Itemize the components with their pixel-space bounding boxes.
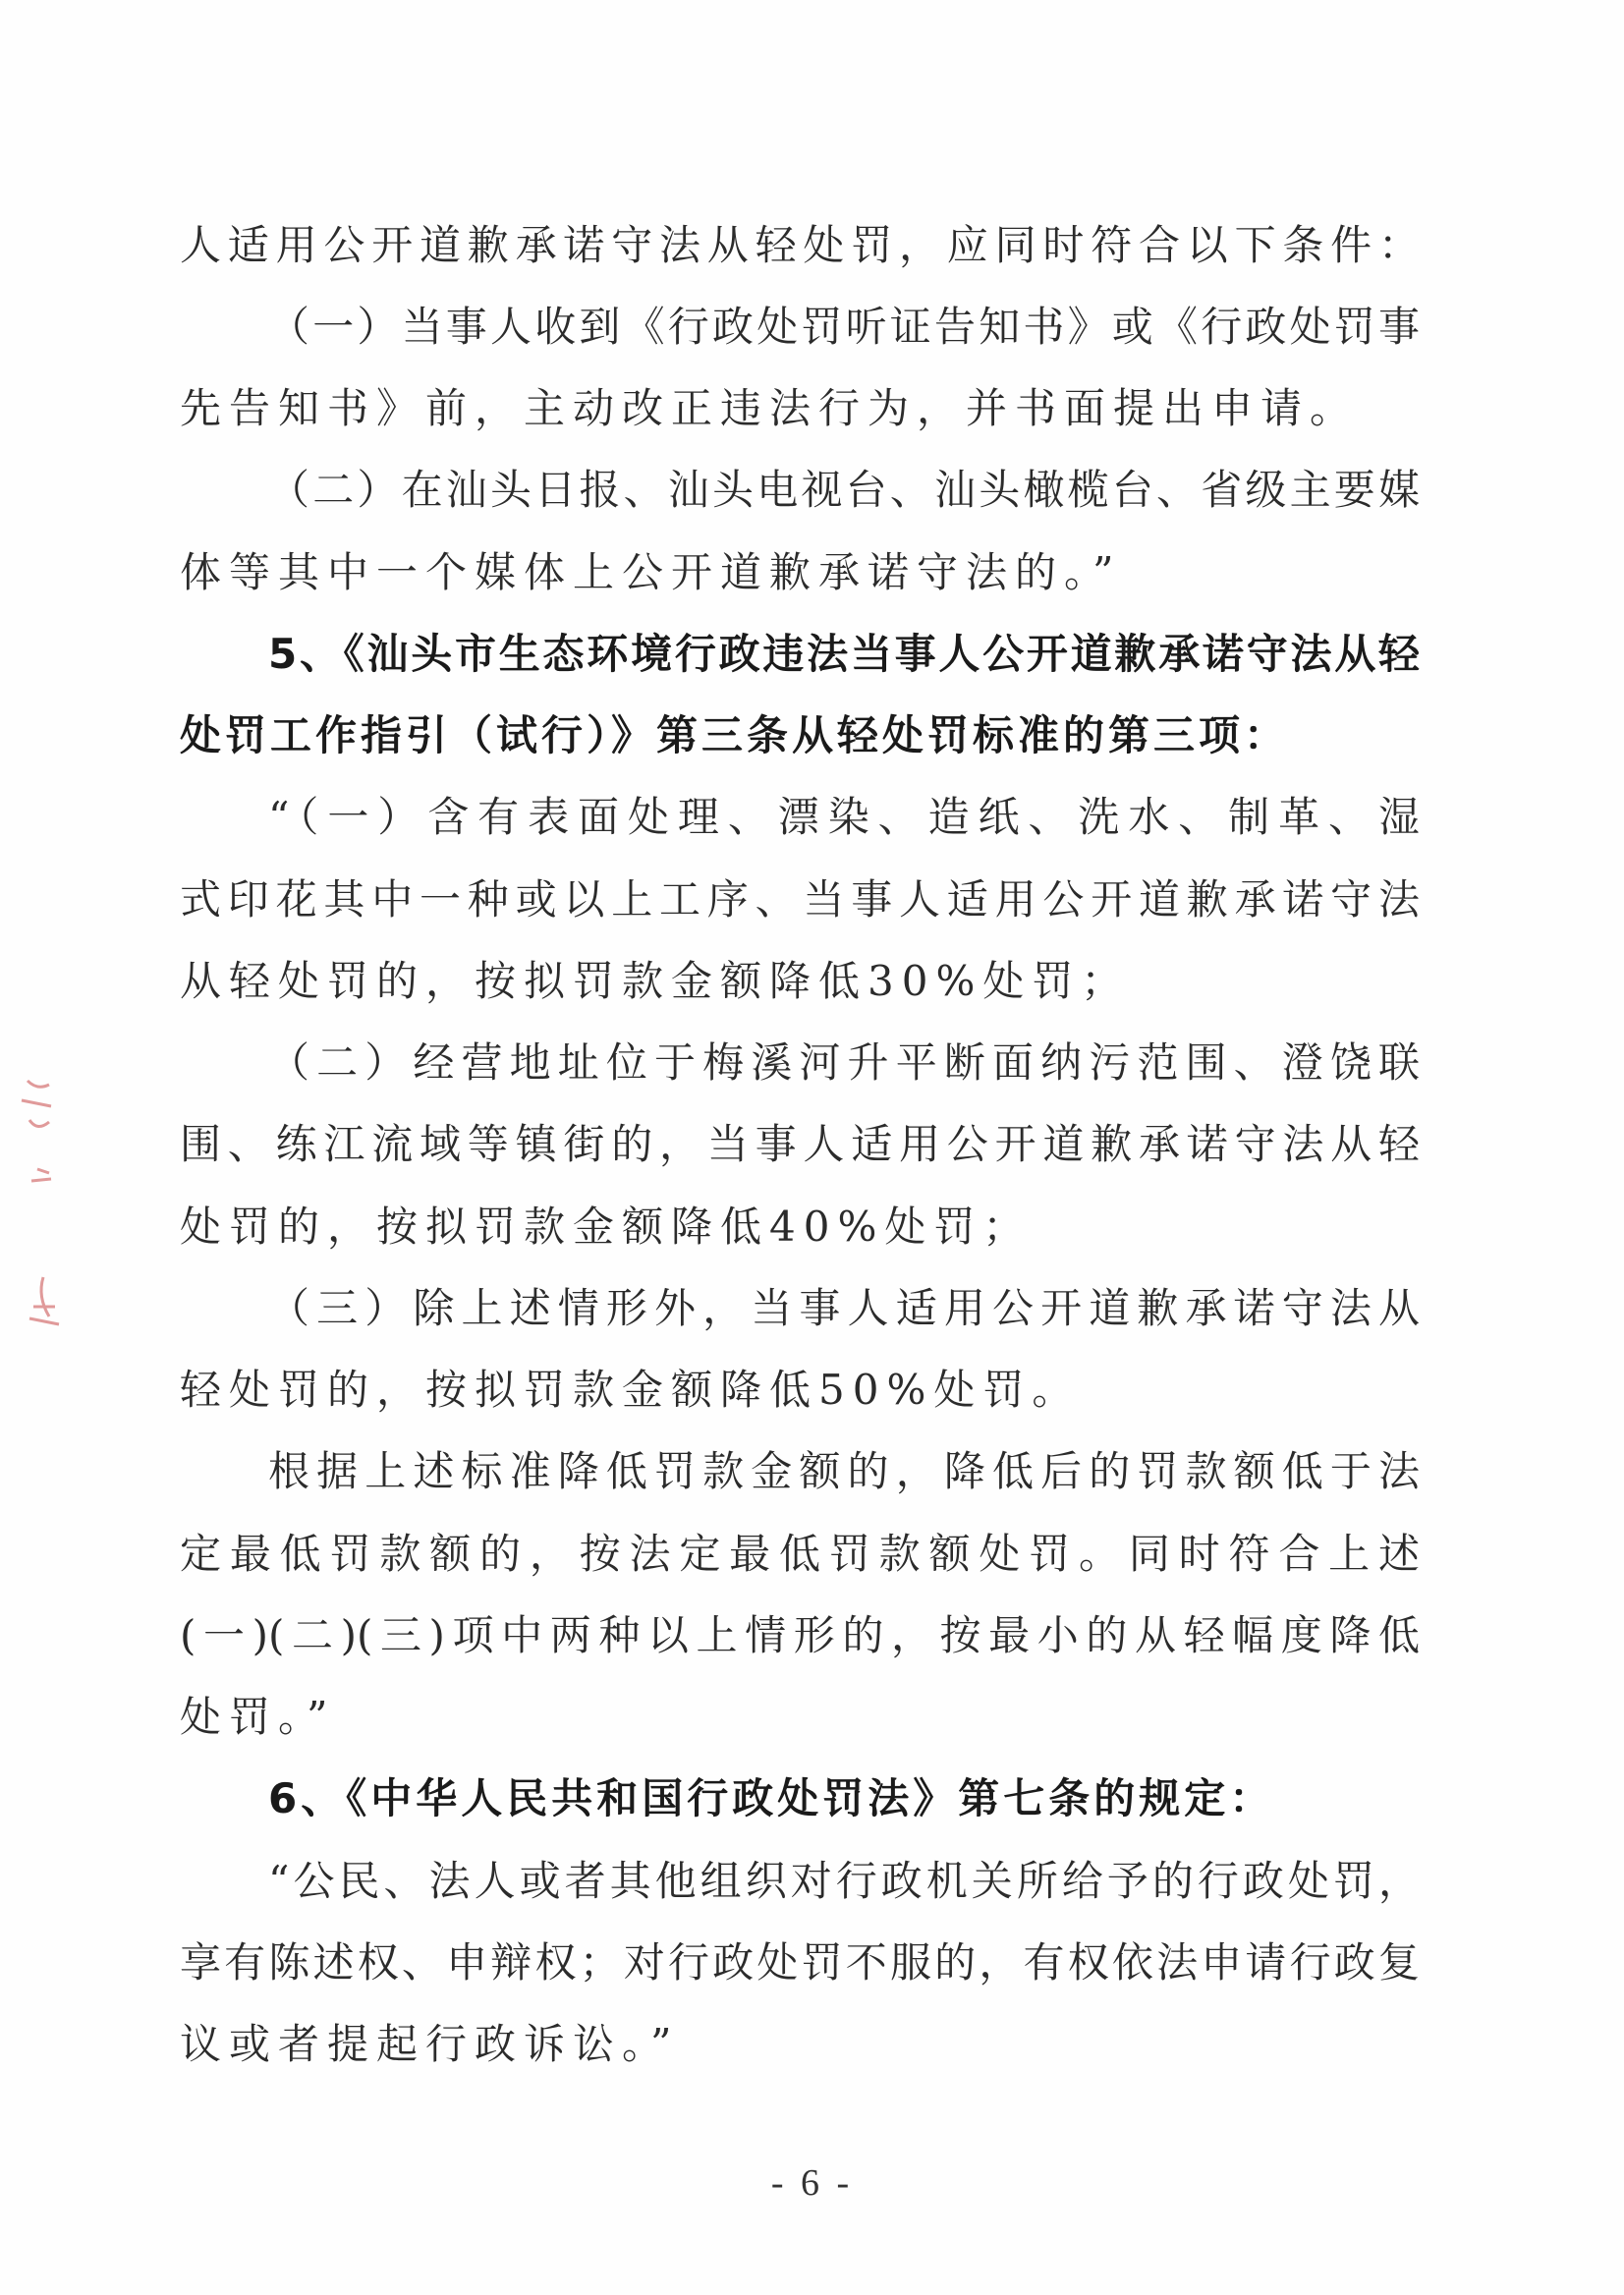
- text-line-5: 体等其中一个媒体上公开道歉承诺守法的。”: [180, 548, 1122, 596]
- text-line-11: （二）经营地址位于梅溪河升平断面纳污范围、澄饶联: [268, 1038, 1420, 1087]
- seal-stamp-fragment: [8, 1061, 77, 1385]
- text-line-21: “公民、法人或者其他组织对行政机关所给予的行政处罚，: [268, 1857, 1420, 1905]
- text-line-17: 定最低罚款额的，按法定最低罚款额处罚。同时符合上述: [180, 1530, 1420, 1578]
- text-line-12: 围、练江流域等镇街的，当事人适用公开道歉承诺守法从轻: [180, 1120, 1420, 1168]
- text-line-14: （三）除上述情形外，当事人适用公开道歉承诺守法从: [268, 1284, 1420, 1332]
- text-line-4: （二）在汕头日报、汕头电视台、汕头橄榄台、省级主要媒: [268, 466, 1420, 514]
- section-5-heading-line-2: 处罚工作指引（试行）》第三条从轻处罚标准的第三项：: [180, 711, 1290, 759]
- text-line-8: “（一）含有表面处理、漂染、造纸、洗水、制革、湿: [268, 793, 1420, 841]
- section-5-heading-line-1: 5、《汕头市生态环境行政违法当事人公开道歉承诺守法从轻: [268, 630, 1420, 678]
- text-line-10: 从轻处罚的，按拟罚款金额降低30%处罚；: [180, 957, 1131, 1005]
- text-line-1: 人适用公开道歉承诺守法从轻处罚，应同时符合以下条件：: [180, 221, 1420, 269]
- text-line-15: 轻处罚的，按拟罚款金额降低50%处罚。: [180, 1366, 1082, 1414]
- text-line-9: 式印花其中一种或以上工序、当事人适用公开道歉承诺守法: [180, 875, 1420, 924]
- page-number: - 6 -: [770, 2162, 854, 2204]
- text-line-22: 享有陈述权、申辩权；对行政处罚不服的，有权依法申请行政复: [180, 1938, 1420, 1987]
- section-6-heading: 6、《中华人民共和国行政处罚法》第七条的规定：: [268, 1774, 1275, 1822]
- text-line-18: (一)(二)(三)项中两种以上情形的，按最小的从轻幅度降低: [180, 1611, 1420, 1659]
- text-line-19: 处罚。”: [180, 1693, 336, 1741]
- text-line-16: 根据上述标准降低罚款金额的，降低后的罚款额低于法: [268, 1447, 1420, 1495]
- text-line-2: （一）当事人收到《行政处罚听证告知书》或《行政处罚事: [268, 303, 1420, 351]
- text-line-23: 议或者提起行政诉讼。”: [180, 2020, 680, 2068]
- text-line-13: 处罚的，按拟罚款金额降低40%处罚；: [180, 1203, 1033, 1251]
- text-line-3: 先告知书》前，主动改正违法行为，并书面提出申请。: [180, 384, 1360, 432]
